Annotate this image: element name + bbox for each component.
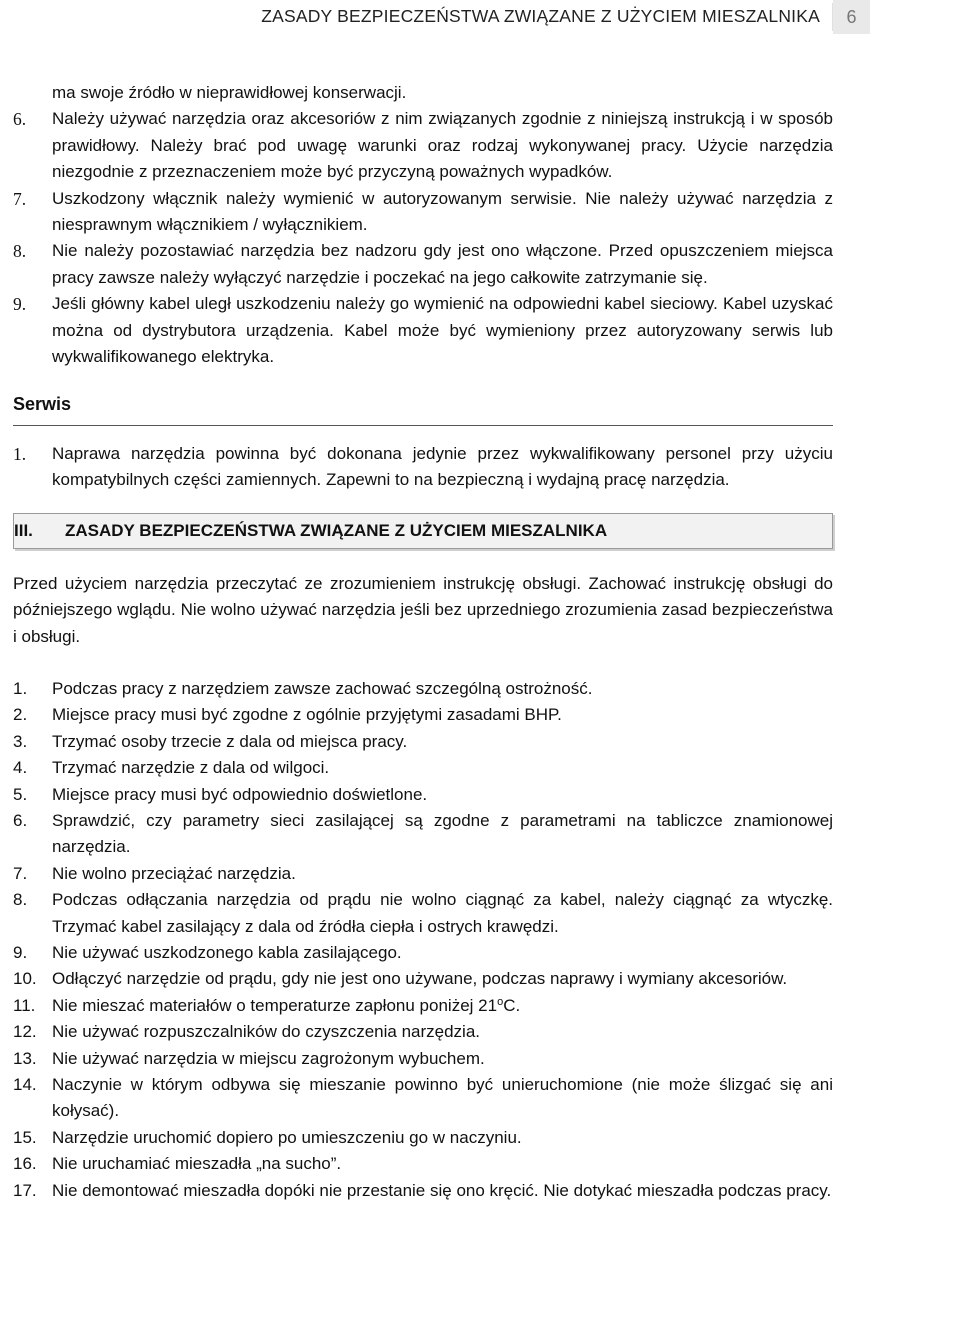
- item-number: 7.: [13, 188, 27, 209]
- list-item: [13, 238, 833, 291]
- item-number: 17.: [13, 1180, 37, 1200]
- continued-text: ma swoje źródło w nieprawidłowej konserwacji.: [52, 83, 407, 102]
- item-number: 8.: [13, 241, 27, 262]
- item-text: Nie uruchamiać mieszadła „na sucho”.: [52, 1154, 342, 1174]
- item-text: Miejsce pracy musi być zgodne z ogólnie przyjętymi zasadami BHP.: [52, 705, 562, 725]
- item-number: 16.: [13, 1154, 37, 1174]
- list-item: [13, 1125, 833, 1151]
- chapter-intro: Przed użyciem narzędzia przeczytać ze zrozumieniem instrukcję obsługi. Zachować instrukcję obsługi do późniejszego wglądu. Nie wolno używać narzędzia jeśli bez uprzedniego zrozumienia zasad bezpieczeństwa i obsługi.: [13, 573, 833, 646]
- item-text: Sprawdzić, czy parametry sieci zasilającej są zgodne z parametrami na tabliczce znamionowej narzędzia.: [52, 810, 833, 857]
- list-item: [13, 861, 833, 887]
- item-text: Narzędzie uruchomić dopiero po umieszczeniu go w naczyniu.: [52, 1127, 522, 1147]
- list-item: [13, 755, 833, 781]
- item-number: 7.: [13, 863, 28, 883]
- item-number: 11.: [13, 995, 36, 1015]
- item-text: Nie używać rozpuszczalników do czyszczenia narzędzia.: [52, 1022, 481, 1042]
- item-text: Jeśli główny kabel uległ uszkodzeniu należy go wymienić na odpowiedni kabel sieciowy. Kabel uzyskać można od dystrybutora urządzenia. Kabel może być wymieniony przez autoryzowany serwis lub wykwalifikowanego elektryka.: [52, 294, 833, 367]
- page-header: [0, 0, 960, 34]
- item-number: 5.: [13, 784, 28, 804]
- item-text: Trzymać osoby trzecie z dala od miejsca pracy.: [52, 731, 408, 751]
- list-item: [13, 808, 833, 861]
- list-item: [13, 291, 833, 370]
- list-item: [13, 887, 833, 940]
- item-number: 6.: [13, 109, 27, 130]
- item-number: 4.: [13, 758, 28, 778]
- degree-superscript: o: [497, 995, 504, 1008]
- list-item: [13, 702, 833, 728]
- list-item: [13, 1019, 833, 1045]
- item-text: Naczynie w którym odbywa się mieszanie powinno być unieruchomione (nie może ślizgać się ani kołysać).: [52, 1075, 833, 1121]
- list-item: [13, 1046, 833, 1072]
- item-text: Trzymać narzędzie z dala od wilgoci.: [52, 758, 330, 778]
- list-item: [13, 1151, 833, 1177]
- item-text: Nie należy pozostawiać narzędzia bez nadzoru gdy jest ono włączone. Przed opuszczeniem miejsca pracy zawsze należy wyłączyć narzędzie i poczekać na jego całkowite zatrzymanie się.: [52, 241, 833, 287]
- list-item: [13, 993, 833, 1019]
- item-text: Odłączyć narzędzie od prądu, gdy nie jest ono używane, podczas naprawy i wymiany akcesoriów.: [52, 969, 788, 989]
- item-text: Podczas pracy z narzędziem zawsze zachować szczególną ostrożność.: [52, 678, 593, 698]
- list-item: [13, 676, 833, 702]
- list-item: [13, 729, 833, 755]
- item-number: 3.: [13, 731, 28, 751]
- item-number: 15.: [13, 1127, 37, 1147]
- item-text: Nie demontować mieszadła dopóki nie przestanie się ono kręcić. Nie dotykać mieszadła podczas pracy.: [52, 1180, 832, 1200]
- item-text: Nie wolno przeciążać narzędzia.: [52, 863, 296, 883]
- header-title: ZASADY BEZPIECZEŃSTWA ZWIĄZANE Z UŻYCIEM MIESZALNIKA: [261, 6, 820, 26]
- item-number: 2.: [13, 705, 28, 725]
- item-text: Naprawa narzędzia powinna być dokonana jedynie przez wykwalifikowany personel przy użyciu kompatybilnych części zamiennych. Zapewni to na bezpieczną i wydajną pracę narzędzia.: [52, 443, 833, 490]
- chapter-title: ZASADY BEZPIECZEŃSTWA ZWIĄZANE Z UŻYCIEM MIESZALNIKA: [65, 520, 608, 540]
- item-number: 9.: [13, 942, 28, 962]
- section-divider: [13, 425, 833, 426]
- item-text: Nie używać narzędzia w miejscu zagrożonym wybuchem.: [52, 1048, 485, 1068]
- item-number: 13.: [13, 1048, 37, 1068]
- chapter-heading: [13, 513, 833, 549]
- item-text: Podczas odłączania narzędzia od prądu nie wolno ciągnąć za kabel, należy ciągnąć za wtyczkę. Trzymać kabel zasilający z dala od źródła ciepła i ostrych krawędzi.: [52, 890, 833, 936]
- item-text: Miejsce pracy musi być odpowiednio doświetlone.: [52, 784, 428, 804]
- item-number: 1.: [13, 443, 27, 464]
- item-text: Należy używać narzędzia oraz akcesoriów z nim związanych zgodnie z niniejszą instrukcją i w sposób prawidłowy. Należy brać pod uwagę warunki oraz rodzaj wykonywanej pracy. Użycie narzędzia niezgodnie z przeznaczeniem może być przyczyną poważnych wypadków.: [52, 109, 833, 182]
- service-list: [13, 441, 833, 494]
- item-text: Nie mieszać materiałów o temperaturze zapłonu poniżej 21: [52, 995, 498, 1015]
- rules-list: [13, 676, 833, 1204]
- item-text: Uszkodzony włącznik należy wymienić w autoryzowanym serwisie. Nie należy używać narzędzia z niesprawnym włącznikiem / wyłącznikiem.: [52, 188, 833, 235]
- list-item: [13, 782, 833, 808]
- list-item: [13, 441, 833, 494]
- list-item: [13, 1072, 833, 1125]
- list-item: [13, 1178, 833, 1204]
- list-item: [13, 966, 833, 992]
- item-text: Nie używać uszkodzonego kabla zasilającego.: [52, 942, 402, 962]
- list-item: [13, 186, 833, 239]
- chapter-number: III.: [14, 520, 33, 540]
- list-item: [13, 106, 833, 185]
- item-number: 1.: [13, 678, 28, 698]
- page-number: 6: [833, 0, 870, 34]
- item-number: 6.: [13, 810, 28, 830]
- item-number: 10.: [13, 969, 37, 989]
- document-body: [13, 80, 833, 1204]
- item-number: 12.: [13, 1022, 37, 1042]
- item-text-unit: C.: [503, 995, 521, 1015]
- item-number: 9.: [13, 294, 27, 315]
- item-number: 14.: [13, 1075, 37, 1094]
- safety-list: [13, 106, 833, 370]
- item-number: 8.: [13, 890, 28, 910]
- list-item: [13, 940, 833, 966]
- service-heading: Serwis: [13, 394, 72, 415]
